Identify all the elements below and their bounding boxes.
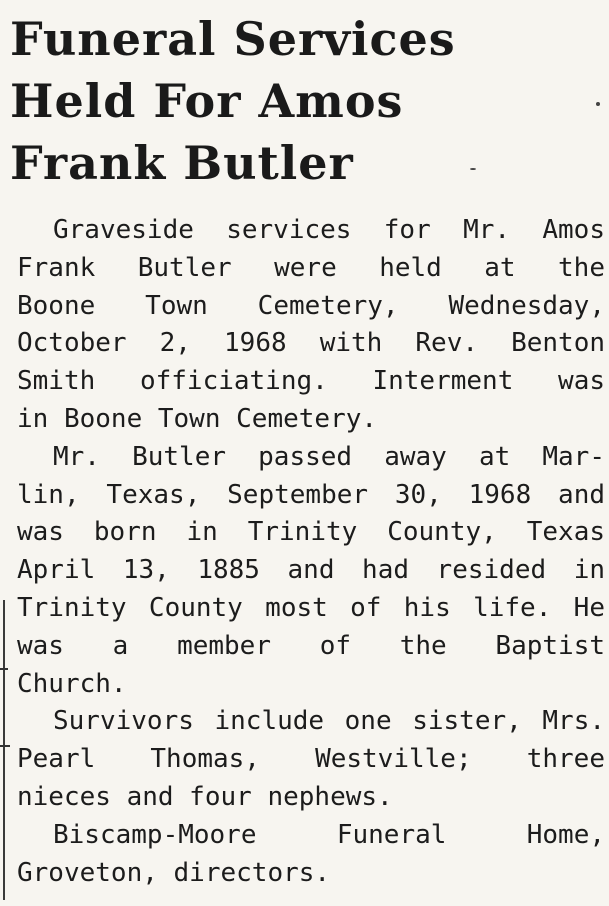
text-line: October 2, 1968 with Rev. Benton	[17, 328, 605, 359]
headline-line: Frank Butler	[10, 136, 354, 190]
paragraph-funeral-home	[17, 817, 605, 893]
text-line: Pearl Thomas, Westville; three	[17, 744, 605, 775]
headline-line: Funeral Services	[10, 12, 456, 66]
text-line: Graveside services for Mr. Amos	[53, 215, 605, 245]
text-line: nieces and four nephews.	[17, 781, 393, 812]
paragraph-biography	[17, 439, 605, 704]
text-line: lin, Texas, September 30, 1968 and	[17, 479, 605, 510]
text-line: Survivors include one sister, Mrs.	[53, 706, 605, 737]
clipping-edge-mark	[0, 745, 10, 747]
text-line: was born in Trinity County, Texas	[17, 517, 605, 548]
text-line: April 13, 1885 and had resided in	[17, 555, 605, 586]
text-line: Frank Butler were held at the	[17, 252, 605, 283]
article-body	[17, 212, 605, 892]
clipping-edge-mark	[0, 668, 8, 670]
text-line: Church.	[17, 668, 127, 699]
paragraph-services	[17, 212, 605, 439]
text-line: Groveton, directors.	[17, 857, 331, 888]
text-line: was a member of the Baptist	[17, 630, 605, 661]
clipping-edge-line	[3, 600, 5, 900]
text-line: in Boone Town Cemetery.	[17, 403, 378, 434]
text-line: Boone Town Cemetery, Wednesday,	[17, 290, 605, 321]
text-line: Biscamp-Moore Funeral Home,	[53, 819, 605, 850]
text-line: Smith officiating. Interment was	[17, 366, 605, 397]
text-line: Trinity County most of his life. He	[17, 592, 605, 623]
ink-speck	[596, 102, 600, 106]
text-line: Mr. Butler passed away at Mar-	[53, 441, 605, 472]
headline	[10, 8, 550, 194]
headline-line: Held For Amos	[10, 74, 404, 128]
paragraph-survivors	[17, 703, 605, 816]
